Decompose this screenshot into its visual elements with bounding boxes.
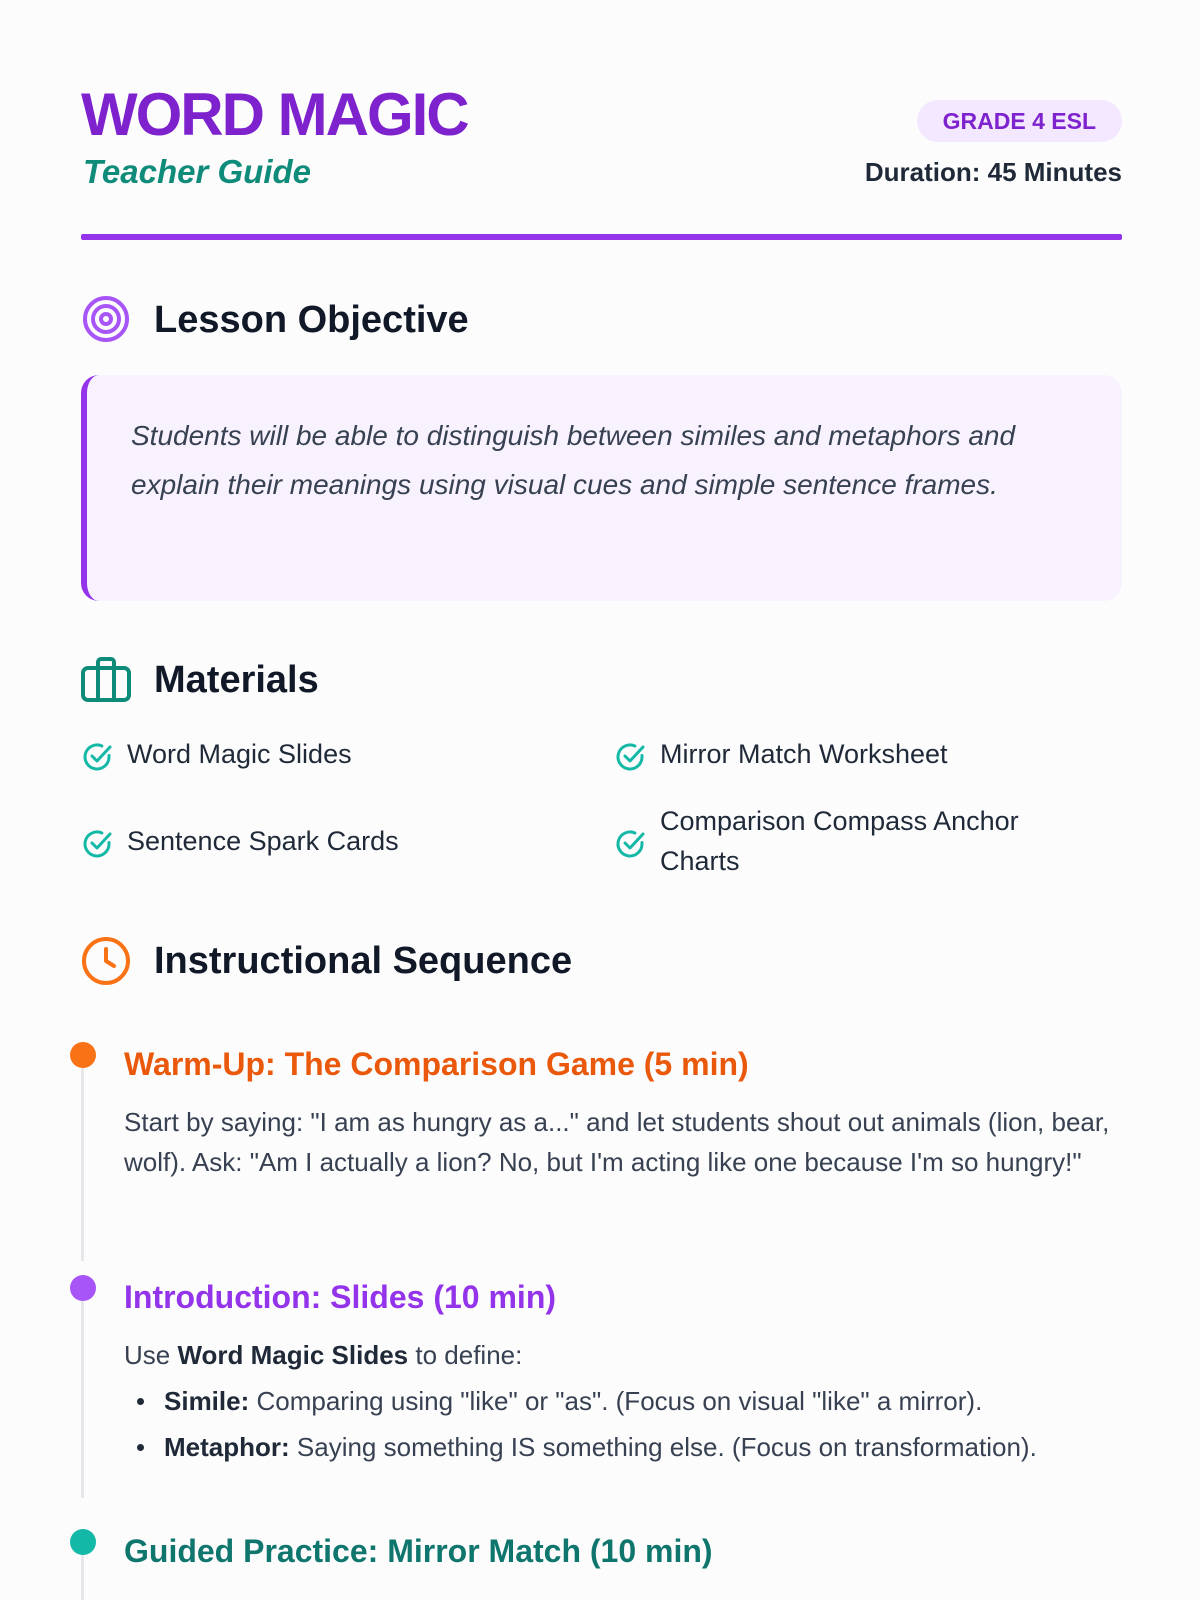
timeline-dot	[70, 1042, 96, 1068]
sequence-heading: Instructional Sequence	[154, 940, 573, 982]
target-icon	[81, 294, 131, 346]
step-title: Warm-Up: The Comparison Game (5 min)	[124, 1046, 749, 1082]
guide-header	[81, 81, 1122, 240]
objective-section-heading	[81, 294, 1122, 346]
definition-item	[124, 1381, 1124, 1421]
briefcase-icon	[81, 654, 131, 706]
duration-label: Duration: 45 Minutes	[864, 157, 1122, 187]
timeline-line	[81, 1301, 84, 1498]
definition-text: Comparing using "like" or "as". (Focus on visual "like" a mirror).	[249, 1386, 983, 1416]
objective-text: Students will be able to distinguish between similes and metaphors and explain their meanings using visual cues and simple sentence frames.	[131, 420, 1016, 500]
step-text: Start by saying: "I am as hungry as a..." and let students shout out animals (lion, bear, wolf). Ask: "Am I actually a lion? No, but I'm acting like one because I'm so hungry!"	[124, 1107, 1110, 1177]
sequence-section-heading	[81, 935, 1122, 987]
grade-badge: GRADE 4 ESL	[917, 100, 1122, 142]
check-circle-icon	[614, 828, 646, 860]
intro-text: Use	[124, 1340, 178, 1370]
check-circle-icon	[614, 741, 646, 773]
material-label: Word Magic Slides	[127, 739, 352, 769]
timeline-dot	[70, 1275, 96, 1301]
step-intro	[124, 1335, 1124, 1375]
definition-list	[124, 1381, 1124, 1467]
check-circle-icon	[81, 828, 113, 860]
guide-subtitle: Teacher Guide	[83, 153, 312, 190]
guide-title: WORD MAGIC	[81, 81, 468, 148]
clock-icon	[81, 935, 131, 987]
materials-section-heading	[81, 654, 1122, 706]
material-label: Mirror Match Worksheet	[660, 739, 948, 769]
definition-term: Simile:	[164, 1386, 250, 1416]
definition-item	[124, 1427, 1124, 1467]
teacher-guide-page	[81, 0, 1122, 1600]
timeline-dot	[70, 1529, 96, 1555]
header-divider	[81, 234, 1122, 240]
objective-callout	[81, 375, 1122, 601]
definition-text: Saying something IS something else. (Focus on transformation).	[289, 1432, 1037, 1462]
objective-heading: Lesson Objective	[154, 299, 469, 341]
intro-material: Word Magic Slides	[177, 1340, 409, 1370]
step-body	[124, 1335, 1124, 1467]
material-label: Sentence Spark Cards	[127, 826, 399, 856]
materials-heading: Materials	[154, 659, 319, 701]
material-label: Comparison Compass Anchor Charts	[660, 806, 1019, 876]
timeline-line	[81, 1068, 84, 1261]
step-title: Guided Practice: Mirror Match (10 min)	[124, 1533, 713, 1569]
intro-text: to define:	[408, 1340, 523, 1370]
step-title: Introduction: Slides (10 min)	[124, 1279, 557, 1315]
check-circle-icon	[81, 741, 113, 773]
definition-term: Metaphor:	[164, 1432, 290, 1462]
timeline-line	[81, 1555, 84, 1600]
